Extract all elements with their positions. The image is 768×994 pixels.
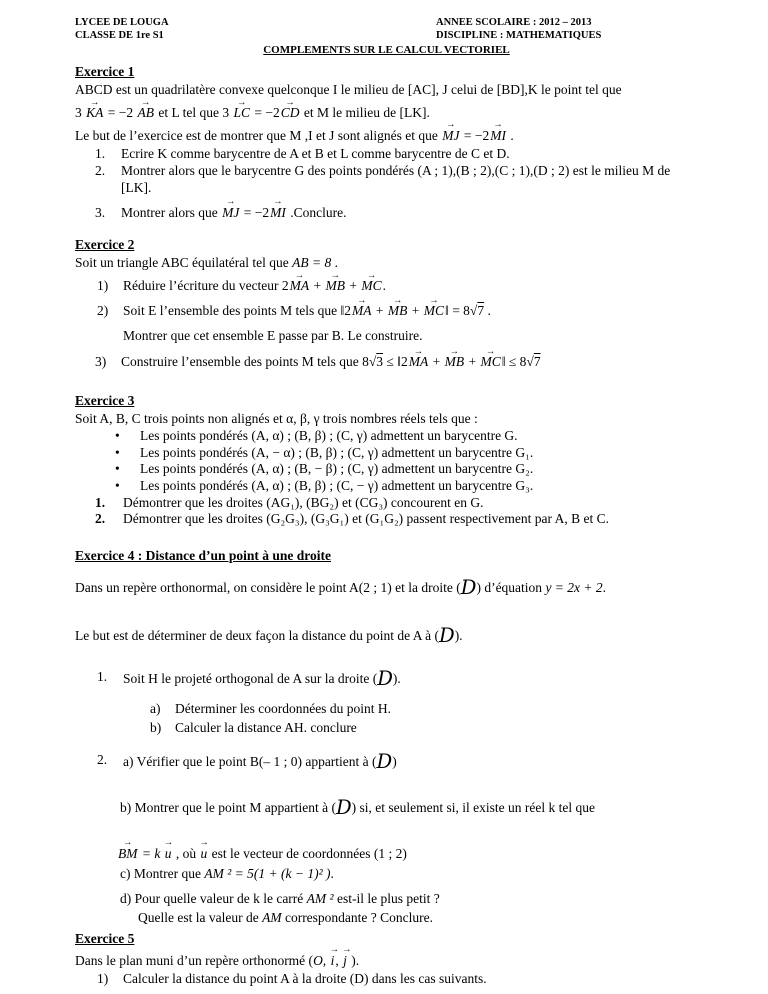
ex4-item-2d-cont [138,910,698,927]
item-text: Démontrer que les droites (G₂G₃), (G₃G₁) et (G₁G₂) passent respectivement par A, B et C. [123,511,609,527]
item-number: 1. [97,669,108,685]
ex3-line1: Soit A, B, C trois points non alignés et α, β, γ trois nombres réels tels que : [75,411,478,427]
vector-MA: MA → [408,354,430,371]
discipline: DISCIPLINE : MATHEMATIQUES [436,30,602,42]
text-segment: c) Montrer que [120,866,205,882]
ex1-line2 [75,99,698,122]
norm-bar: ‖2 [340,302,352,318]
ex4-item-1a [150,701,698,718]
text-segment: Construire l’ensemble des points M tels que 8√ [121,354,377,370]
math-segment: AM ² = 5(1 + (k − 1)² ) [204,866,331,882]
vector-MA: MA → [289,278,311,295]
school-name: LYCEE DE LOUGA [75,17,169,28]
ex3-item-1 [95,495,698,512]
ex4-item-2d [120,891,698,908]
school-year: ANNEE SCOLAIRE : 2012 – 2013 [436,17,592,28]
vector-KA: KA → [85,105,104,122]
norm-bar: ‖ ≤ 8√ [501,354,534,370]
ex2-item-2 [97,297,698,320]
ex3-bullet-2 [115,445,698,462]
text-segment: + [408,302,423,318]
item-text: Montrer alors que le barycentre G des points pondérés (A ; 1),(B ; 2),(C ; 1),(D ; 2) est le milieu M de [LK]. [121,163,671,195]
text-segment: ) d’équation [476,580,546,596]
text-segment: Montrer alors que [121,204,222,220]
ex3-bullet-4 [115,478,698,495]
ex4-item-1 [97,669,698,689]
vector-MC: MC → [479,354,501,371]
item-number: 1) [97,278,109,294]
text-segment: + [429,354,444,370]
header-left [75,16,169,42]
item-letter: a) [150,700,161,716]
ex2-item-2b: Montrer que cet ensemble E passe par B. Le construire. [123,327,423,343]
ex1-line3 [75,122,698,145]
ex5-heading: Exercice 5 [75,930,135,946]
vector-MJ: MJ → [441,128,460,145]
item-text [121,205,346,222]
ex3-heading: Exercice 3 [75,393,135,409]
text-segment: . [382,278,387,294]
item-text: Déterminer les coordonnées du point H. [175,700,391,716]
text-segment: ). [392,671,401,687]
bullet-marker: • [115,478,120,493]
text-segment: est-il le plus petit ? [333,891,440,907]
bullet-marker: • [115,427,120,443]
ex3-item-2 [95,511,698,528]
text-segment: Soit un triangle ABC équilatéral tel que [75,255,293,271]
script-D: D [335,795,352,819]
vector-MJ: MJ → [221,205,240,222]
item-number: 1) [97,971,109,987]
vector-u: u → [164,846,173,863]
vector-i: i → [330,953,336,970]
text-segment: + [372,302,387,318]
header [75,16,698,42]
item-text: Calculer la distance AH. conclure [175,719,357,735]
class-name: CLASSE DE 1re S1 [75,30,164,42]
ex4-line1 [75,578,698,598]
ex4-item-2a [97,752,698,772]
ex1-item-3 [95,199,698,222]
text-segment: a) Vérifier que le point B(– 1 ; 0) appartient à ( [123,754,377,770]
ex1-line1: ABCD est un quadrilatère convexe quelconque I le milieu de [AC], J celui de [BD],K le point tel que [75,82,622,98]
vector-MI: MI → [489,128,507,145]
document-title: COMPLEMENTS SUR LE CALCUL VECTORIEL [263,44,510,57]
vector-MB: MB → [325,278,347,295]
bullet-text: Les points pondérés (A, α) ; (B, − β) ; (C, γ) admettent un barycentre G₂. [140,461,534,477]
ex1-item-2 [95,163,698,196]
item-text [121,354,541,371]
text-segment: . [331,255,338,271]
header-right [436,16,698,42]
item-text: Calculer la distance du point A à la droite (D) dans les cas suivants. [123,971,487,987]
text-segment: + [310,278,325,294]
item-text: Démontrer que les droites (AG₁), (BG₂) et (CG₃) concourent en G. [123,494,484,510]
text-segment: Quelle est la valeur de [138,909,263,925]
bullet-marker: • [115,444,120,460]
vector-j: j → [342,953,348,970]
text-segment: correspondante ? Conclure. [281,909,434,925]
radicand: 3 [376,354,383,370]
ex2-line1 [75,255,698,272]
text-segment: Dans le plan muni d’un repère orthonormé ( [75,952,314,968]
script-D: D [377,667,393,691]
text-segment: Soit H le projeté orthogonal de A sur la droite ( [123,671,378,687]
text-segment: ) si, et seulement si, il existe un réel k tel que [351,799,595,815]
vector-LC: LC → [232,105,251,122]
text-segment: = −2 [240,204,270,220]
script-D: D [439,623,455,647]
text-segment: ) [392,754,397,770]
item-text [123,278,386,295]
text-segment: . [330,866,334,882]
text-segment: ≤ [383,354,398,370]
text-segment: = −2 [251,104,280,120]
text-segment: .Conclure. [286,204,347,220]
text-segment: 3 [75,104,86,120]
ex2-item-3 [95,348,698,371]
vector-MB: MB → [387,303,409,320]
vector-CD: CD → [280,105,301,122]
text-segment: Soit E l’ensemble des points M tels que [123,302,341,318]
text-segment: ). [454,627,463,643]
text-segment: + [346,278,361,294]
item-text: Ecrire K comme barycentre de A et B et L comme barycentre de C et D. [121,146,510,162]
ex2-heading: Exercice 2 [75,237,135,253]
text-segment: , où [172,845,200,861]
text-segment: est le vecteur de coordonnées (1 ; 2) [208,845,407,861]
math-segment: AB = 8 [292,255,332,271]
script-D: D [460,576,477,600]
text-segment: Dans un repère orthonormal, on considère le point A(2 ; 1) et la droite ( [75,580,461,596]
bullet-text: Les points pondérés (A, − α) ; (B, β) ; (C, γ) admettent un barycentre G₁. [140,444,534,460]
item-number: 3. [95,204,106,220]
text-segment: et L tel que 3 [155,104,233,120]
text-segment: + [465,354,480,370]
item-number: 3) [95,354,107,370]
text-segment: = −2 [460,127,490,143]
item-letter: b) [150,719,162,735]
math-segment: = k [138,845,164,861]
ex2-item-1 [97,272,698,295]
vector-u: u → [199,846,208,863]
vector-MC: MC → [360,278,382,295]
math-segment: y = 2x + 2 [545,580,603,596]
bullet-marker: • [115,461,120,477]
ex1-item-1 [95,146,698,163]
vector-MA: MA → [351,303,373,320]
text-segment: d) Pour quelle valeur de k le carré [120,891,307,907]
text-segment: et M le milieu de [LK]. [300,104,430,120]
norm-bar: ‖2 [397,354,408,370]
text-segment: ). [347,952,360,968]
vector-BM: BM → [117,846,139,863]
item-number: 1. [95,494,106,510]
vector-AB: AB → [137,105,156,122]
text-segment: Le but est de déterminer de deux façon la distance du point de A à ( [75,627,439,643]
script-D: D [376,750,393,774]
ex3-bullet-1 [115,428,698,445]
math-segment: AM [262,909,282,925]
ex5-item-1 [97,971,698,988]
ex4-item-2c [120,866,698,883]
vector-MB: MB → [444,354,466,371]
item-number: 1. [95,146,106,162]
text-segment: . [602,580,607,596]
item-text [123,669,401,689]
ex4-item-2b [120,795,698,819]
math-segment: O, [313,952,330,968]
item-number: 2. [95,511,106,527]
item-number: 2. [95,163,106,179]
ex1-heading: Exercice 1 [75,64,135,80]
item-text [123,303,491,320]
text-segment: b) Montrer que le point M appartient à ( [120,799,336,815]
item-text [123,752,397,772]
vector-MI: MI → [269,205,287,222]
ex4-bm-equation [117,840,698,863]
text-segment: Le but de l’exercice est de montrer que M ,I et J sont alignés et que [75,127,442,143]
ex4-heading: Exercice 4 : Distance d’un point à une droite [75,548,331,564]
ex5-line1 [75,947,698,970]
text-segment: Réduire l’écriture du vecteur 2 [123,278,289,294]
item-number: 2. [97,752,108,768]
bullet-text: Les points pondérés (A, α) ; (B, β) ; (C, − γ) admettent un barycentre G₃. [140,478,534,493]
text-segment: , [335,952,343,968]
norm-bar: ‖ = 8√ [445,302,478,318]
radicand: 7 [477,302,485,318]
radicand: 7 [533,354,541,370]
ex4-item-1b [150,720,698,737]
vector-MC: MC → [423,303,445,320]
math-segment: AM ² [306,891,334,907]
item-number: 2) [97,302,109,318]
text-segment: . [484,302,491,318]
ex4-line2 [75,623,698,647]
text-segment: = −2 [104,104,137,120]
text-segment: . [506,127,514,143]
ex3-bullet-3 [115,461,698,478]
bullet-text: Les points pondérés (A, α) ; (B, β) ; (C, γ) admettent un barycentre G. [140,427,518,443]
